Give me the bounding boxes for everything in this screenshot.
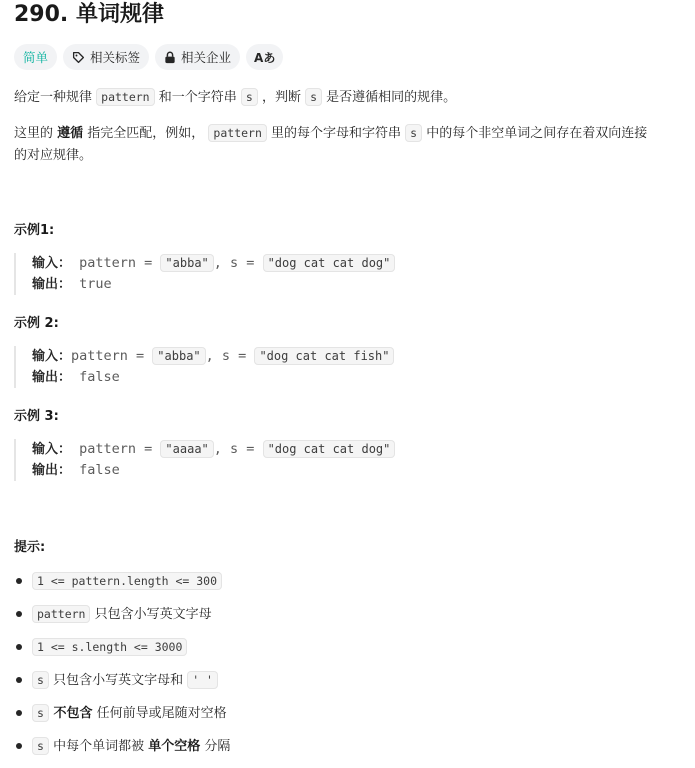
related-tags-label: 相关标签 xyxy=(90,50,141,65)
constraint-item: s 中每个单词都被 单个空格 分隔 xyxy=(14,735,230,768)
example-2-block xyxy=(14,346,394,388)
example-1-output: 输出： true xyxy=(32,276,112,292)
related-companies-label: 相关企业 xyxy=(181,50,232,65)
translate-button[interactable] xyxy=(246,44,283,70)
tag-icon xyxy=(72,51,85,64)
description-paragraph-2: 这里的 遵循 指完全匹配，例如， pattern 里的每个字母和字符串 s 中的每个非空单词之间存在着双向连接 的对应规律。 xyxy=(14,126,648,163)
example-3-output: 输出： false xyxy=(32,462,120,478)
constraints-list xyxy=(14,570,230,768)
example-1-block xyxy=(14,253,395,295)
tag-row xyxy=(14,44,283,70)
example-1-heading: 示例1: xyxy=(14,223,55,238)
example-3-heading: 示例 3: xyxy=(14,409,59,424)
lock-icon xyxy=(164,51,176,64)
problem-title: 290. 单词规律 xyxy=(14,2,164,27)
constraint-item: 1 <= pattern.length <= 300 xyxy=(14,570,230,603)
description-paragraph-1: 给定一种规律 pattern 和一个字符串 s ，判断 s 是否遵循相同的规律。 xyxy=(14,90,457,105)
example-2-input: 输入：pattern = "abba" , s = "dog cat cat fish" xyxy=(32,346,394,367)
example-2-output: 输出： false xyxy=(32,369,120,385)
constraint-item: s 不包含 任何前导或尾随对空格 xyxy=(14,702,230,735)
constraint-item: 1 <= s.length <= 3000 xyxy=(14,636,230,669)
related-companies-button[interactable] xyxy=(155,44,240,70)
constraints-heading: 提示: xyxy=(14,540,46,555)
translate-icon: Aあ xyxy=(254,50,276,65)
constraint-item: pattern 只包含小写英文字母 xyxy=(14,603,230,636)
difficulty-badge[interactable]: 简单 xyxy=(14,44,57,70)
example-1-input: 输入： pattern = "abba" , s = "dog cat cat dog" xyxy=(32,253,395,274)
related-tags-button[interactable] xyxy=(63,44,149,70)
example-3-input: 输入： pattern = "aaaa" , s = "dog cat cat dog" xyxy=(32,439,395,460)
example-3-block xyxy=(14,439,395,481)
constraint-item: s 只包含小写英文字母和 ' ' xyxy=(14,669,230,702)
example-2-heading: 示例 2: xyxy=(14,316,59,331)
